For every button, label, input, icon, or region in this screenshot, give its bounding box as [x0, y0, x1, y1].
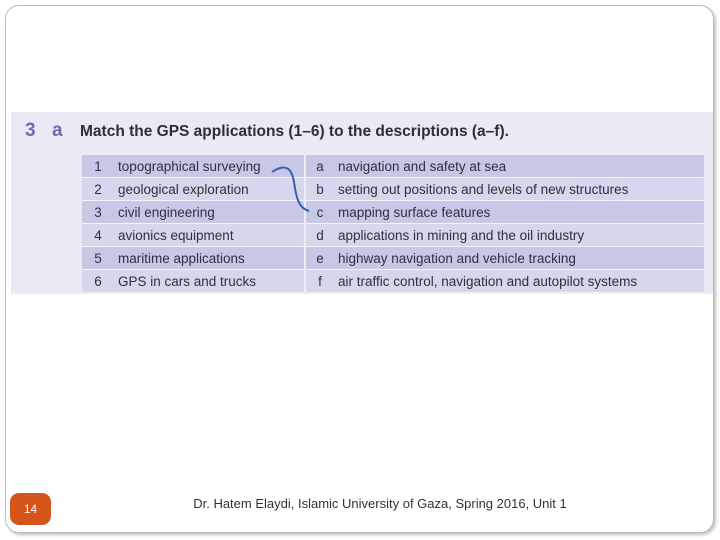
application-cell: avionics equipment: [114, 224, 305, 247]
description-cell: setting out positions and levels of new structures: [334, 178, 704, 201]
table-row: [82, 270, 704, 293]
row-letter: f: [305, 270, 334, 293]
row-number: 1: [82, 155, 114, 178]
application-cell: maritime applications: [114, 247, 305, 270]
row-letter: d: [305, 224, 334, 247]
table-row: [82, 201, 704, 224]
row-number: 6: [82, 270, 114, 293]
application-cell: civil engineering: [114, 201, 305, 224]
description-cell: highway navigation and vehicle tracking: [334, 247, 704, 270]
application-cell: topographical surveying: [114, 155, 305, 178]
row-number: 3: [82, 201, 114, 224]
exercise-instruction: Match the GPS applications (1–6) to the descriptions (a–f).: [80, 123, 509, 140]
row-number: 5: [82, 247, 114, 270]
description-cell: mapping surface features: [334, 201, 704, 224]
slide-number: 14: [10, 493, 51, 525]
exercise-image: [11, 112, 713, 294]
description-cell: air traffic control, navigation and autopilot systems: [334, 270, 704, 293]
row-letter: b: [305, 178, 334, 201]
row-letter: c: [305, 201, 334, 224]
application-cell: geological exploration: [114, 178, 305, 201]
table-row: [82, 178, 704, 201]
row-number: 4: [82, 224, 114, 247]
footer-text: Dr. Hatem Elaydi, Islamic University of Gaza, Spring 2016, Unit 1: [193, 496, 567, 511]
description-cell: applications in mining and the oil industry: [334, 224, 704, 247]
exercise-number: 3: [25, 120, 36, 141]
row-letter: e: [305, 247, 334, 270]
table-row: [82, 155, 704, 178]
row-letter: a: [305, 155, 334, 178]
application-cell: GPS in cars and trucks: [114, 270, 305, 293]
description-cell: navigation and safety at sea: [334, 155, 704, 178]
table-row: [82, 247, 704, 270]
table-row: [82, 224, 704, 247]
matching-table: [82, 155, 704, 293]
row-number: 2: [82, 178, 114, 201]
exercise-letter: a: [52, 120, 63, 141]
